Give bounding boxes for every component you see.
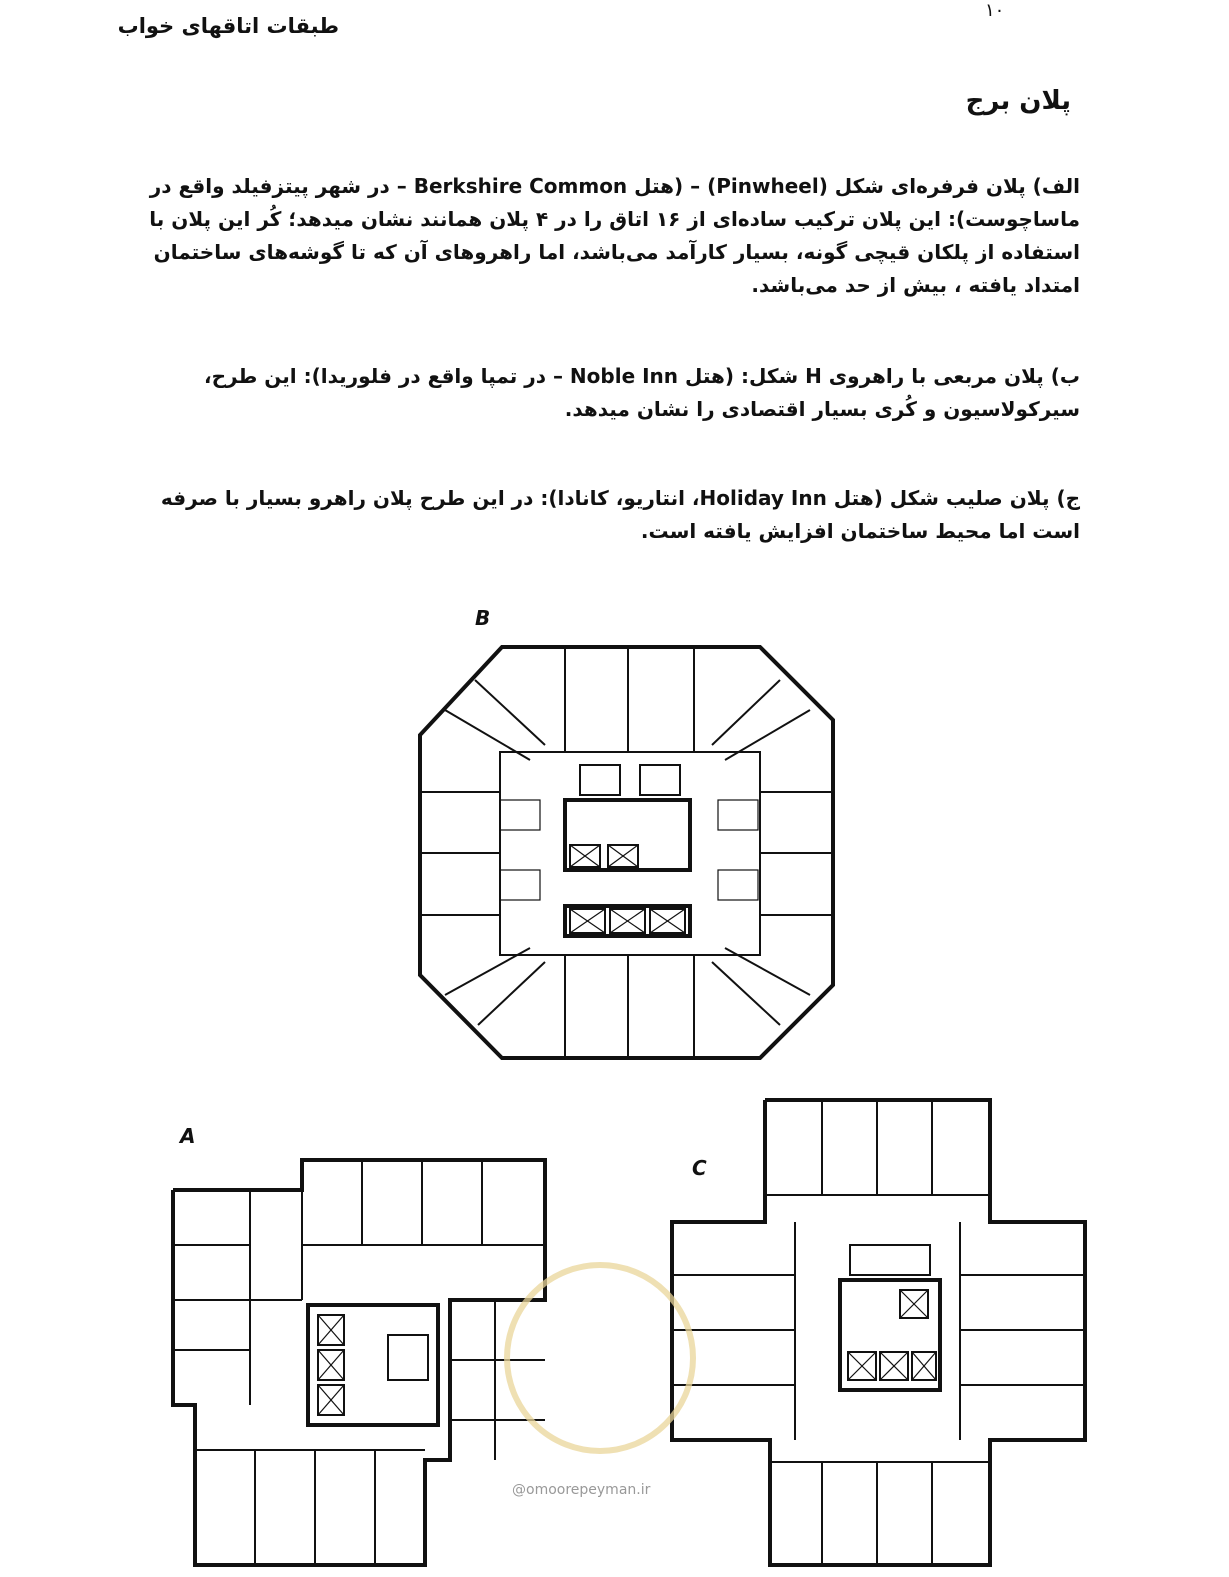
plan-b: [420, 647, 833, 1058]
item-marker: ب): [1050, 364, 1080, 388]
watermark-url: @omoorepeyman.ir: [512, 1482, 651, 1498]
plan-c: [672, 1100, 1085, 1565]
watermark-logo: [504, 1262, 696, 1454]
plan-c-label: C: [692, 1156, 707, 1180]
item-marker: الف): [1032, 174, 1080, 198]
plan-b-label: B: [475, 606, 491, 630]
page-number: ۱۰: [985, 0, 1005, 21]
plan-a: [173, 1160, 545, 1565]
item-text: پلان مربعی با راهروی H شکل: (هتل Noble Inn – در تمپا واقع در فلوریدا): این طرح، سیرکولاسیون و کُری بسیار اقتصادی را نشان میدهد.: [204, 364, 1080, 421]
item-text: پلان فرفره‌ای شکل (Pinwheel) – (هتل Berkshire Common – در شهر پیتزفیلد واقع در ماساچوست): این پلان ترکیب ساده‌ای از ۱۶ اتاق را در ۴ پلان همانند نشان میدهد؛ کُر این پلان با استفاده از پلکان قیچی گونه، بسیار کارآمد می‌باشد، اما راهروهای آن که تا گوشه‌های ساختمان امتداد یافته ، بیش از حد می‌باشد.: [149, 174, 1080, 297]
item-text: پلان صلیب شکل (هتل Holiday Inn، انتاریو، کانادا): در این طرح پلان راهرو بسیار با صرفه است اما محیط ساختمان افزایش یافته است.: [160, 486, 1080, 543]
item-marker: ج): [1056, 486, 1080, 510]
section-title: پلان برج: [965, 86, 1071, 116]
plan-a-label: A: [180, 1124, 196, 1148]
page-header: طبقات اتاقهای خواب: [117, 14, 339, 38]
